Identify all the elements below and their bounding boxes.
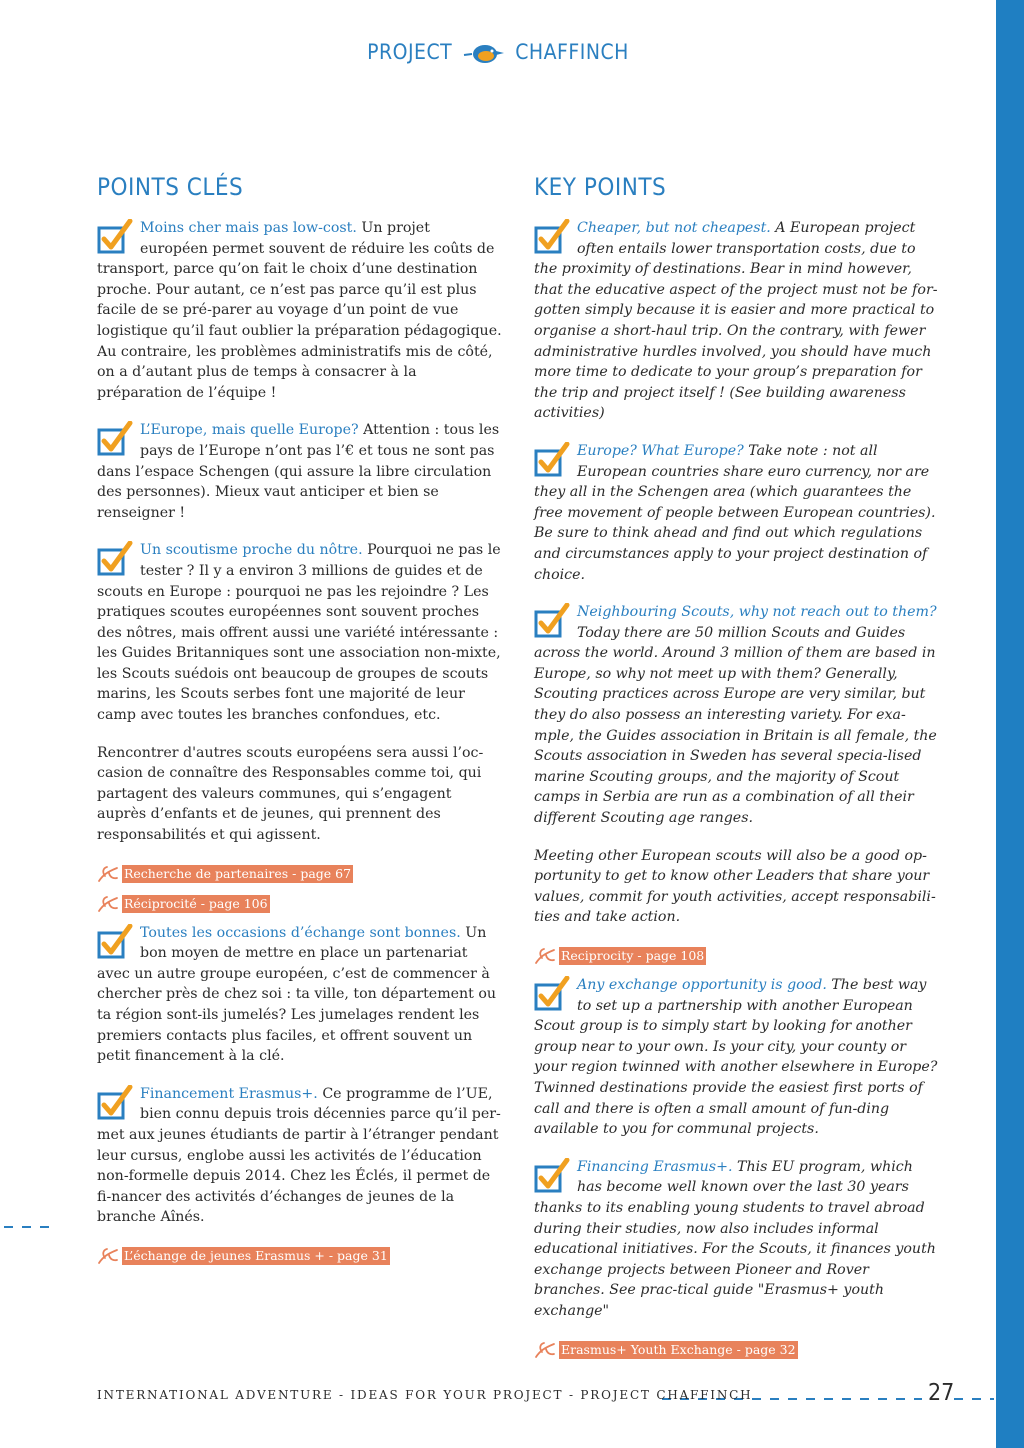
left-dashed-line: [0, 1222, 60, 1232]
reference-tag[interactable]: L’échange de jeunes Erasmus + - page 31: [124, 1247, 388, 1263]
right-column: [534, 170, 938, 1369]
key-point-text: Un bon moyen de mettre en place un partenariat avec un autre groupe européen, c’est de commencer à chercher près de chez soi : ta ville, ton département ou ta région sont-ils jumelés? Les jumelages rendent les premiers contacts plus faciles, et offrent souvent un petit financement à la clé.: [97, 924, 497, 1065]
right-key-point-3: [534, 602, 938, 829]
checkbox-icon: [97, 924, 133, 960]
leaf-arrow-icon: [97, 865, 119, 883]
reference-tag[interactable]: Réciprocité - page 106: [124, 895, 268, 911]
left-key-point-6: [97, 1084, 502, 1228]
page-header: [0, 38, 996, 68]
checkbox-icon: [97, 219, 133, 255]
right-key-point-1: [534, 218, 938, 424]
key-point-lead: Cheaper, but not cheapest.: [577, 220, 771, 236]
key-point-text: Attention : tous les pays de l’Europe n’ont pas l’€ et tous ne sont pas dans l’espace Schengen (qui assure la libre circulation des personnes). Mieux vaut anticiper et bien se renseigner !: [97, 422, 500, 521]
key-point-text: Pourquoi ne pas le tester ? Il y a environ 3 millions de guides et de scouts en Europe : pourquoi ne pas les rejoindre ? Les pratiques scoutes européennes sont souvent proches des nôtres, mais offrent aussi une variété intéressante : les Guides Britanniques sont une association non-mixte, les Scouts suédois ont beaucoup de groupes de scouts marins, les Scouts serbes font une majorité de leur camp avec toutes les branches confondues, etc.: [97, 542, 501, 724]
right-paragraph-4: Meeting other European scouts will also be a good op-portunity to get to know other Leaders that share your values, commit for youth activities, accept responsabili-ties and take action.: [534, 847, 936, 926]
reference-link[interactable]: [97, 863, 502, 885]
reference-link[interactable]: [97, 1245, 502, 1267]
key-point-lead: Financing Erasmus+.: [577, 1158, 733, 1175]
reference-link[interactable]: [534, 1339, 938, 1361]
checkbox-icon: [97, 541, 133, 577]
key-point-text: A European project often entails lower transportation costs, due to the proximity of destinations. Bear in mind however, that the educative aspect of the project must not be for-gotten simply because it is easier and more practical to organise a short-haul trip. On the contrary, with fewer administrative hurdles involved, you should have much more time to dedicate to your group’s preparation for the trip and project itself ! (See building awareness activities): [534, 220, 938, 422]
left-key-point-5: [97, 923, 502, 1067]
checkbox-icon: [534, 442, 570, 478]
key-point-text: Today there are 50 million Scouts and Guides across the world. Around 3 million of them are based in Europe, so why not meet up with them? Generally, Scouting practices across Europe are very similar, but they do also possess an interesting variety. For exa-mple, the Guides association in Britain is all female, the Scouts association in Sweden has several specia-lised marine Scouting groups, and the majority of Scout camps in Serbia are run as a combination of all their different Scouting age ranges.: [534, 624, 937, 827]
chaffinch-bird-icon: [462, 38, 506, 68]
key-point-lead: Any exchange opportunity is good.: [577, 977, 827, 993]
left-key-point-3: [97, 540, 502, 725]
left-section-title: POINTS CLÉS: [97, 173, 244, 201]
checkbox-icon: [534, 219, 570, 255]
key-point-lead: Un scoutisme proche du nôtre.: [140, 542, 363, 559]
key-point-lead: L’Europe, mais quelle Europe?: [140, 422, 359, 439]
checkbox-icon: [97, 421, 133, 457]
leaf-arrow-icon: [534, 1341, 556, 1359]
header-left-text: PROJECT: [367, 40, 453, 64]
key-point-text: This EU program, which has become well known over the last 30 years thanks to its enabling young students to travel abroad during their studies, now also includes informal educational initiatives. For the Scouts, it finances youth exchange projects between Pioneer and Rover branches. See prac-tical guide "Erasmus+ youth exchange": [534, 1158, 936, 1319]
right-section-title: KEY POINTS: [534, 173, 667, 201]
key-point-lead: Neighbouring Scouts, why not reach out to them?: [577, 604, 937, 621]
left-column: [97, 170, 502, 1275]
key-point-lead: Moins cher mais pas low-cost.: [140, 220, 357, 236]
checkbox-icon: [534, 976, 570, 1012]
reference-tag[interactable]: Reciprocity - page 108: [561, 948, 705, 963]
left-paragraph-4: Rencontrer d'autres scouts européens sera aussi l’oc-casion de connaître des Responsables comme toi, qui partagent des valeurs communes, qui s’engagent auprès d’enfants et de jeunes, qui prennent des responsabilités et qui agissent.: [97, 744, 484, 844]
checkbox-icon: [97, 1085, 133, 1121]
checkbox-icon: [534, 603, 570, 639]
right-key-point-5: [534, 975, 938, 1140]
leaf-arrow-icon: [97, 895, 119, 913]
header-right-text: CHAFFINCH: [515, 40, 629, 64]
left-key-point-2: [97, 420, 502, 523]
footer-text: INTERNATIONAL ADVENTURE - IDEAS FOR YOUR PROJECT - PROJECT CHAFFINCH: [97, 1388, 753, 1402]
key-point-lead: Financement Erasmus+.: [140, 1085, 318, 1102]
key-point-text: Un projet européen permet souvent de réduire les coûts de transport, parce qu’on fait le choix d’une destination proche. Pour autant, ce n’est pas parce qu’il est plus facile de se pré-parer au voyage d’un point de vue logistique qu’il faut oublier la préparation pédagogique. Au contraire, les problèmes administratifs mis de côté, on a d’autant plus de temps à consacrer à la préparation de l’équipe !: [97, 220, 502, 401]
left-key-point-1: [97, 218, 502, 403]
key-point-text: Ce programme de l’UE, bien connu depuis trois décennies parce qu’il per-met aux jeunes étudiants de partir à l’étranger pendant leur cursus, englobe aussi les activités de l’éducation non-formelle depuis 2014. Chez les Éclés, il permet de fi-nancer des activités d’échanges de jeunes de la branche Aînés.: [97, 1085, 501, 1226]
page-dashed-line: [954, 1394, 996, 1404]
right-key-point-6: [534, 1157, 938, 1322]
reference-tag[interactable]: Erasmus+ Youth Exchange - page 32: [561, 1341, 796, 1357]
reference-link[interactable]: [534, 945, 938, 967]
leaf-arrow-icon: [534, 947, 556, 965]
key-point-text: The best way to set up a partnership with another European Scout group is to simply start by looking for another group near to your own. Is your city, your county or your region twinned with another elsewhere in Europe? Twinned destinations provide the easiest first ports of call and there is often a small amount of fun-ding available to you for communal projects.: [534, 977, 938, 1138]
reference-tag[interactable]: Recherche de partenaires - page 67: [124, 865, 352, 881]
right-key-point-2: [534, 441, 938, 585]
key-point-lead: Toutes les occasions d’échange sont bonnes.: [140, 924, 461, 941]
reference-link[interactable]: [97, 893, 502, 915]
page-number: 27: [928, 1380, 955, 1406]
right-edge-bar: [996, 0, 1024, 1448]
checkbox-icon: [534, 1158, 570, 1194]
leaf-arrow-icon: [97, 1247, 119, 1265]
key-point-lead: Europe? What Europe?: [577, 442, 744, 459]
key-point-text: Take note : not all European countries share euro currency, nor are they all in the Schengen area (which guarantees the free movement of people between European countries). Be sure to think ahead and find out which regulations and circumstances apply to your project destination of choice.: [534, 442, 936, 583]
